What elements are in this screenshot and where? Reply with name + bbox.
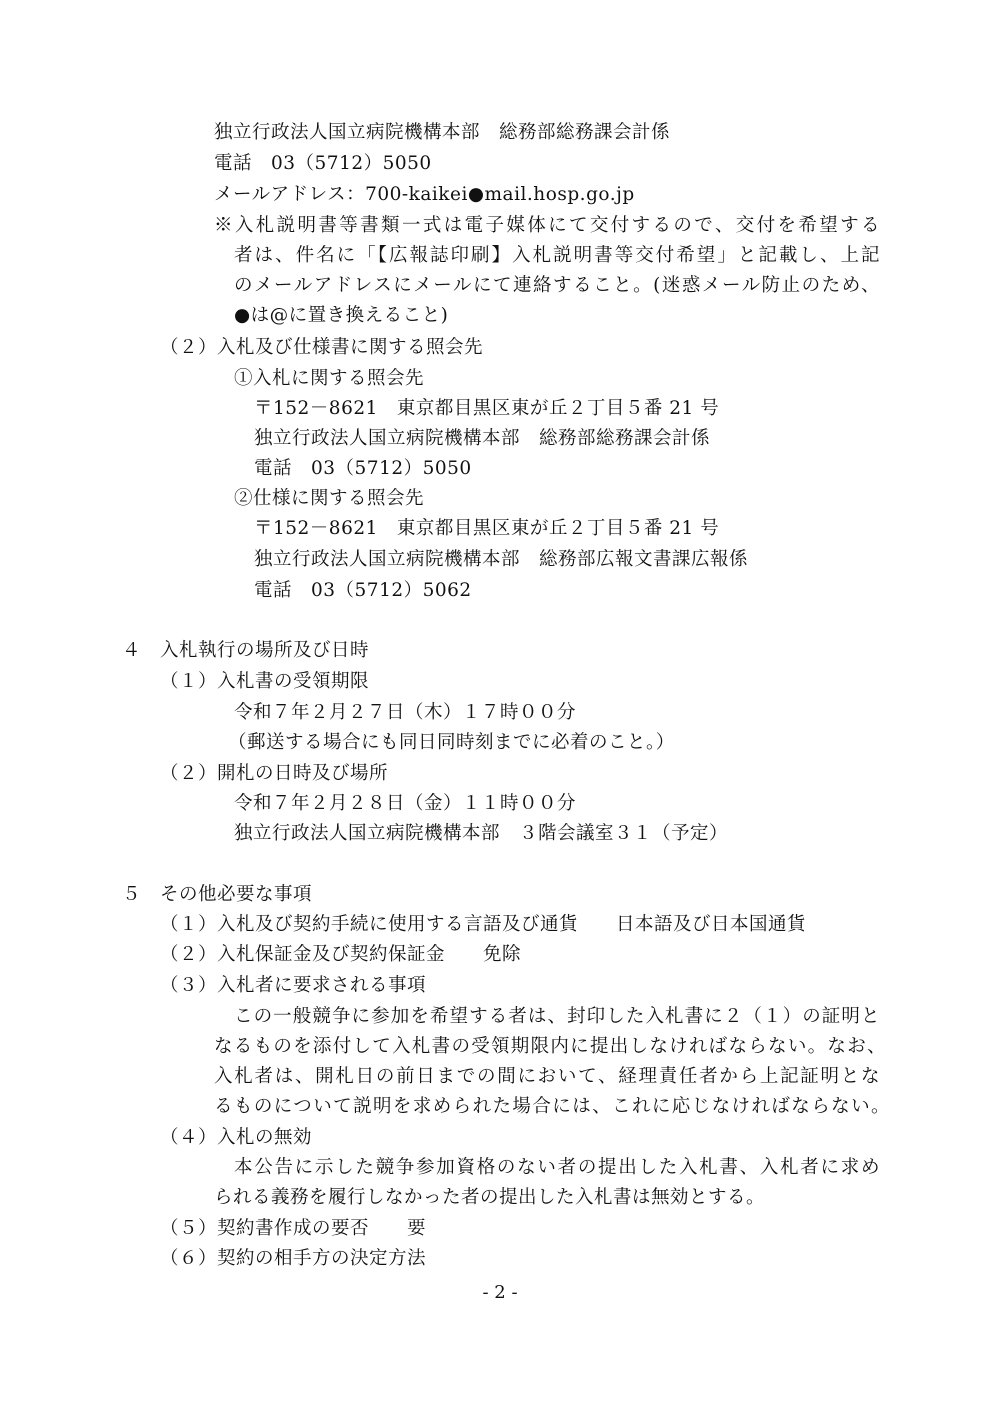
section-4-sub2-place: 独立行政法人国立病院機構本部 ３階会議室３１（予定） [234,823,729,844]
section-5-heading: ５ その他必要な事項 [122,884,313,905]
section-4-sub1-date: 令和７年２月２７日（木）１７時００分 [234,702,577,723]
bid-inquiry-phone: 電話 03（5712）5050 [254,458,472,479]
contact-org-line: 独立行政法人国立病院機構本部 総務部総務課会計係 [214,122,671,143]
section-5-item1: （１）入札及び契約手続に使用する言語及び通貨 日本語及び日本国通貨 [160,914,807,935]
spec-inquiry-address: 〒152－8621 東京都目黒区東が丘２丁目５番 21 号 [254,518,720,539]
note-line-3: のメールアドレスにメールにて連絡すること。(迷惑メール防止のため、 [234,275,880,296]
section-5-item3-para-2: なるものを添付して入札書の受領期限内に提出しなければならない。なお、 [214,1036,886,1057]
section-5-item2: （２）入札保証金及び契約保証金 免除 [160,944,522,965]
bid-inquiry-org: 独立行政法人国立病院機構本部 総務部総務課会計係 [254,428,711,449]
bid-inquiry-title: ①入札に関する照会先 [234,368,425,389]
note-line-4: ●は@に置き換えること) [234,305,449,326]
section-5-item4-para-1: 本公告に示した競争参加資格のない者の提出した入札書、入札者に求め [234,1157,880,1178]
section-5-item3: （３）入札者に要求される事項 [160,975,427,996]
section-5-item5: （５）契約書作成の要否 要 [160,1218,427,1239]
section-4-sub2: （２）開札の日時及び場所 [160,763,389,784]
section-5-item3-para-3: 入札者は、開札日の前日までの間において、経理責任者から上記証明とな [214,1066,880,1087]
spec-inquiry-org: 独立行政法人国立病院機構本部 総務部広報文書課広報係 [254,549,749,570]
section-4-sub1: （１）入札書の受領期限 [160,671,370,692]
section-5-item6: （６）契約の相手方の決定方法 [160,1248,427,1269]
page-number: - 2 - [482,1282,518,1303]
section-5-item3-para-4: るものについて説明を求められた場合には、これに応じなければならない。 [214,1096,890,1117]
contact-email: メールアドレス：700-kaikei●mail.hosp.go.jp [214,184,635,205]
spec-inquiry-phone: 電話 03（5712）5062 [254,580,472,601]
section-5-item4: （４）入札の無効 [160,1127,313,1148]
contact-phone: 電話 03（5712）5050 [214,153,432,174]
inquiry-heading: （２）入札及び仕様書に関する照会先 [160,337,484,358]
note-line-2: 者は、件名に「【広報誌印刷】入札説明書等交付希望」と記載し、上記 [234,245,880,266]
spec-inquiry-title: ②仕様に関する照会先 [234,488,425,509]
section-4-sub2-date: 令和７年２月２８日（金）１１時００分 [234,793,577,814]
note-line-1: ※入札説明書等書類一式は電子媒体にて交付するので、交付を希望する [214,215,880,236]
section-5-item3-para-1: この一般競争に参加を希望する者は、封印した入札書に２（１）の証明と [234,1006,880,1027]
section-5-item4-para-2: られる義務を履行しなかった者の提出した入札書は無効とする。 [214,1187,766,1208]
section-4-sub1-note: （郵送する場合にも同日同時刻までに必着のこと。） [228,732,675,753]
section-4-heading: ４ 入札執行の場所及び日時 [122,640,370,661]
bid-inquiry-address: 〒152－8621 東京都目黒区東が丘２丁目５番 21 号 [254,398,720,419]
